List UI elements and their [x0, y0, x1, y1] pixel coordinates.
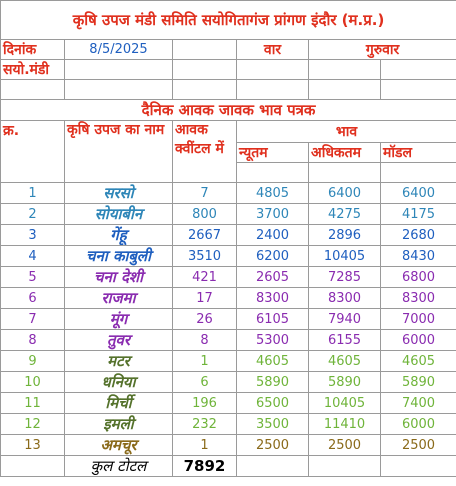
date-label: दिनांक	[1, 40, 65, 60]
crop-name: अमचूर	[65, 435, 173, 456]
max-rate: 6155	[309, 330, 381, 351]
empty-cell	[309, 60, 381, 80]
mandi-label: सयो.मंडी	[1, 60, 65, 80]
crop-name: मिर्ची	[65, 393, 173, 414]
min-rate: 8300	[237, 288, 309, 309]
crop-row	[1, 246, 456, 267]
serial-header: क्र.	[1, 121, 65, 183]
max-rate: 7285	[309, 267, 381, 288]
modal-rate: 6000	[381, 330, 456, 351]
min-rate: 5890	[237, 372, 309, 393]
serial-number: 2	[1, 204, 65, 225]
crop-name: इमली	[65, 414, 173, 435]
serial-number: 1	[1, 183, 65, 204]
empty-cell	[381, 60, 456, 80]
max-rate: 10405	[309, 393, 381, 414]
crop-name: तुवर	[65, 330, 173, 351]
arrival-header: आवक क्वींटल में	[173, 121, 237, 183]
max-rate: 6400	[309, 183, 381, 204]
modal-rate: 7000	[381, 309, 456, 330]
arrival-quantity: 3510	[173, 246, 237, 267]
modal-rate: 4175	[381, 204, 456, 225]
crop-row	[1, 435, 456, 456]
empty-cell	[65, 80, 173, 100]
total-arrival-value: 7892	[173, 456, 237, 477]
min-rate: 2500	[237, 435, 309, 456]
crop-name: सोयाबीन	[65, 204, 173, 225]
arrival-quantity: 232	[173, 414, 237, 435]
empty-cell	[65, 60, 173, 80]
empty-cell	[1, 456, 65, 477]
min-rate-header: न्यूतम	[237, 143, 309, 163]
arrival-quantity: 421	[173, 267, 237, 288]
crop-name: सरसो	[65, 183, 173, 204]
modal-rate: 2500	[381, 435, 456, 456]
min-rate: 6500	[237, 393, 309, 414]
max-rate: 4605	[309, 351, 381, 372]
crop-name-header: कृषि उपज का नाम	[65, 121, 173, 183]
arrival-quantity: 7	[173, 183, 237, 204]
empty-cell	[173, 80, 237, 100]
max-rate: 7940	[309, 309, 381, 330]
crop-name: चना देशी	[65, 267, 173, 288]
serial-number: 13	[1, 435, 65, 456]
serial-number: 6	[1, 288, 65, 309]
empty-cell	[309, 163, 381, 183]
day-label: वार	[237, 40, 309, 60]
arrival-quantity: 800	[173, 204, 237, 225]
arrival-quantity: 1	[173, 351, 237, 372]
modal-rate: 6000	[381, 414, 456, 435]
empty-cell	[237, 60, 309, 80]
empty-cell	[237, 163, 309, 183]
serial-number: 7	[1, 309, 65, 330]
min-rate: 4805	[237, 183, 309, 204]
crop-name: गेंहू	[65, 225, 173, 246]
max-rate: 11410	[309, 414, 381, 435]
arrival-quantity: 26	[173, 309, 237, 330]
serial-number: 8	[1, 330, 65, 351]
modal-rate: 8300	[381, 288, 456, 309]
modal-rate: 7400	[381, 393, 456, 414]
min-rate: 6200	[237, 246, 309, 267]
crop-row	[1, 330, 456, 351]
crop-name: मूंग	[65, 309, 173, 330]
empty-cell	[381, 80, 456, 100]
crop-row	[1, 288, 456, 309]
modal-rate: 6400	[381, 183, 456, 204]
modal-rate: 5890	[381, 372, 456, 393]
empty-cell	[173, 40, 237, 60]
serial-number: 10	[1, 372, 65, 393]
max-rate: 5890	[309, 372, 381, 393]
empty-cell	[309, 80, 381, 100]
crop-row	[1, 372, 456, 393]
serial-number: 3	[1, 225, 65, 246]
modal-rate: 8430	[381, 246, 456, 267]
report-title: दैनिक आवक जावक भाव पत्रक	[1, 100, 456, 121]
date-value: 8/5/2025	[65, 40, 173, 60]
serial-number: 9	[1, 351, 65, 372]
crop-row	[1, 267, 456, 288]
total-label: कुल टोटल	[65, 456, 173, 477]
modal-rate: 2680	[381, 225, 456, 246]
empty-cell	[381, 456, 456, 477]
empty-cell	[309, 456, 381, 477]
crop-row	[1, 309, 456, 330]
modal-rate-header: मॉडल	[381, 143, 456, 163]
crop-name: चना काबुली	[65, 246, 173, 267]
arrival-quantity: 8	[173, 330, 237, 351]
crop-row	[1, 183, 456, 204]
empty-cell	[173, 60, 237, 80]
crop-name: राजमा	[65, 288, 173, 309]
min-rate: 3500	[237, 414, 309, 435]
rate-header: भाव	[237, 121, 456, 143]
arrival-quantity: 196	[173, 393, 237, 414]
crop-row	[1, 351, 456, 372]
crop-rows	[1, 183, 456, 456]
min-rate: 3700	[237, 204, 309, 225]
serial-number: 4	[1, 246, 65, 267]
empty-cell	[381, 163, 456, 183]
min-rate: 2400	[237, 225, 309, 246]
serial-number: 11	[1, 393, 65, 414]
min-rate: 4605	[237, 351, 309, 372]
arrival-quantity: 1	[173, 435, 237, 456]
max-rate: 8300	[309, 288, 381, 309]
max-rate: 4275	[309, 204, 381, 225]
arrival-quantity: 2667	[173, 225, 237, 246]
crop-row	[1, 204, 456, 225]
committee-title: कृषि उपज मंडी समिति सयोगितागंज प्रांगण इंदौर (म.प्र.)	[1, 1, 456, 40]
min-rate: 6105	[237, 309, 309, 330]
max-rate: 10405	[309, 246, 381, 267]
crop-row	[1, 393, 456, 414]
day-value: गुरुवार	[309, 40, 456, 60]
modal-rate: 4605	[381, 351, 456, 372]
serial-number: 12	[1, 414, 65, 435]
min-rate: 2605	[237, 267, 309, 288]
empty-cell	[1, 80, 65, 100]
crop-name: धनिया	[65, 372, 173, 393]
crop-name: मटर	[65, 351, 173, 372]
arrival-quantity: 17	[173, 288, 237, 309]
crop-row	[1, 225, 456, 246]
max-rate: 2500	[309, 435, 381, 456]
min-rate: 5300	[237, 330, 309, 351]
serial-number: 5	[1, 267, 65, 288]
empty-cell	[237, 456, 309, 477]
crop-row	[1, 414, 456, 435]
max-rate: 2896	[309, 225, 381, 246]
max-rate-header: अधिकतम	[309, 143, 381, 163]
arrival-quantity: 6	[173, 372, 237, 393]
modal-rate: 6800	[381, 267, 456, 288]
empty-cell	[237, 80, 309, 100]
